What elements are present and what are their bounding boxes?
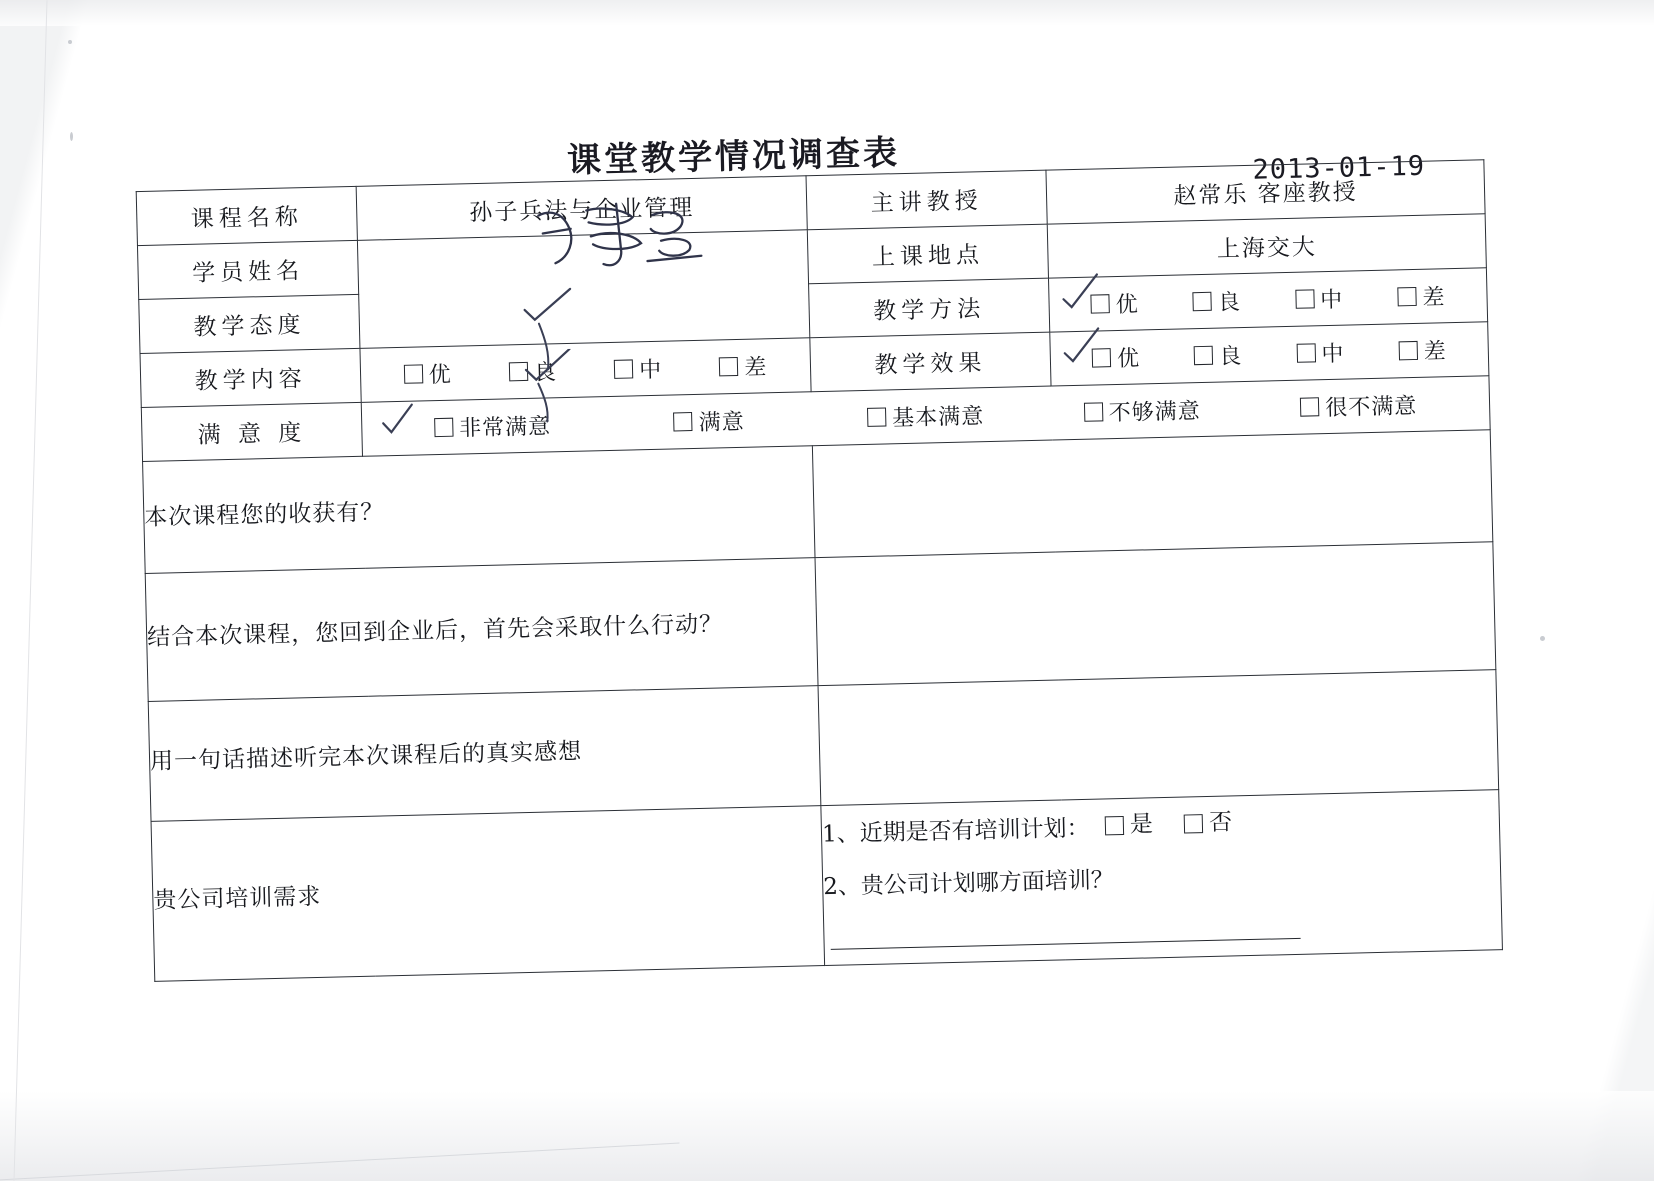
checkbox-icon[interactable]: [1105, 815, 1124, 834]
rating-option-liang[interactable]: 良: [1167, 338, 1270, 371]
training-plan-option-no[interactable]: 否: [1184, 796, 1233, 849]
rating-option-liang[interactable]: 良: [1165, 284, 1268, 317]
table-row: [151, 790, 1502, 981]
checkbox-icon[interactable]: [867, 407, 886, 426]
rating-option-cha[interactable]: 差: [690, 350, 796, 383]
rating-option-you[interactable]: 优: [1063, 287, 1166, 320]
form-date: 2013-01-19: [1252, 150, 1426, 186]
scan-speck: [1540, 636, 1545, 641]
rating-option-zhong[interactable]: 中: [1269, 336, 1372, 369]
page-title: 课堂教学情况调查表: [566, 133, 901, 181]
checkbox-icon[interactable]: [403, 364, 422, 383]
training-plan-question: 1、近期是否有培训计划： 是 否: [821, 790, 1499, 860]
location-label: 上课地点: [807, 224, 1048, 284]
scan-speck: [70, 132, 73, 141]
teaching-method-label: 教学方法: [809, 278, 1050, 338]
checkbox-icon[interactable]: [1194, 346, 1213, 365]
training-topic-answer-line[interactable]: [831, 937, 1301, 949]
satisfaction-label: 满 意 度: [141, 402, 362, 461]
checkbox-icon[interactable]: [1296, 343, 1315, 362]
rating-option-group: [1051, 333, 1489, 374]
checkbox-icon[interactable]: [434, 418, 453, 437]
question-1-label: 本次课程您的收获有？: [143, 446, 815, 574]
question-2-answer[interactable]: [815, 542, 1496, 686]
lecturer-label: 主讲教授: [806, 170, 1047, 230]
rating-option-you[interactable]: 优: [1065, 341, 1168, 374]
pen-tick-icon: [378, 398, 423, 443]
page-edge-top: [0, 0, 1654, 26]
checkbox-icon[interactable]: [1092, 348, 1111, 367]
training-topic-question: 2、贵公司计划哪方面培训？: [823, 845, 1502, 965]
satisfaction-option-satisfied[interactable]: 满意: [601, 403, 818, 439]
rating-option-cha[interactable]: 差: [1371, 334, 1474, 367]
question-2-label: 结合本次课程，您回到企业后，首先会采取什么行动？: [145, 558, 818, 702]
training-needs-label: 贵公司培训需求: [151, 806, 825, 981]
page-edge-bottom: [0, 1091, 1654, 1181]
rating-option-group: [361, 349, 811, 391]
question-1-answer[interactable]: [812, 430, 1492, 558]
survey-table: [136, 159, 1503, 981]
rating-option-you[interactable]: 优: [375, 357, 481, 390]
student-name-label: 学员姓名: [137, 240, 358, 299]
teaching-effect-label: 教学效果: [810, 332, 1051, 392]
course-name-value[interactable]: 孙子兵法与企业管理: [356, 176, 807, 241]
checkbox-icon[interactable]: [719, 357, 738, 376]
checkbox-icon[interactable]: [1397, 287, 1416, 306]
rating-option-zhong[interactable]: 中: [1268, 282, 1371, 315]
rating-option-group: [1049, 279, 1487, 320]
training-plan-option-yes[interactable]: 是: [1104, 798, 1153, 851]
checkbox-icon[interactable]: [1184, 814, 1203, 833]
rating-option-cha[interactable]: 差: [1370, 280, 1473, 313]
rating-option-liang[interactable]: 良: [480, 355, 586, 388]
course-name-label: 课程名称: [136, 186, 357, 245]
training-needs-body[interactable]: [821, 790, 1503, 965]
question-3-label: 用一句话描述听完本次课程后的真实感想: [148, 686, 821, 822]
checkbox-icon[interactable]: [1083, 402, 1102, 421]
checkbox-icon[interactable]: [1300, 397, 1319, 416]
lecturer-value[interactable]: 赵常乐 客座教授: [1046, 160, 1485, 224]
student-name-value[interactable]: [357, 230, 809, 349]
scan-speck: [68, 40, 72, 44]
checkbox-icon[interactable]: [614, 359, 633, 378]
satisfaction-option-basically-satisfied[interactable]: 基本满意: [817, 398, 1034, 434]
checkbox-icon[interactable]: [673, 412, 692, 431]
checkbox-icon[interactable]: [1398, 341, 1417, 360]
checkbox-icon[interactable]: [1193, 292, 1212, 311]
checkbox-icon[interactable]: [1090, 294, 1109, 313]
teaching-content-label: 教学内容: [140, 348, 361, 407]
satisfaction-option-not-satisfied-enough[interactable]: 不够满意: [1034, 393, 1251, 429]
location-value[interactable]: 上海交大: [1047, 214, 1486, 278]
rating-option-zhong[interactable]: 中: [585, 352, 691, 385]
checkbox-icon[interactable]: [509, 362, 528, 381]
satisfaction-option-very-satisfied[interactable]: 非常满意: [384, 408, 601, 444]
survey-form-sheet: [96, 86, 1547, 1019]
satisfaction-option-very-unsatisfied[interactable]: 很不满意: [1250, 388, 1467, 424]
teaching-attitude-label: 教学态度: [139, 294, 360, 353]
checkbox-icon[interactable]: [1295, 289, 1314, 308]
question-3-answer[interactable]: [818, 670, 1499, 806]
